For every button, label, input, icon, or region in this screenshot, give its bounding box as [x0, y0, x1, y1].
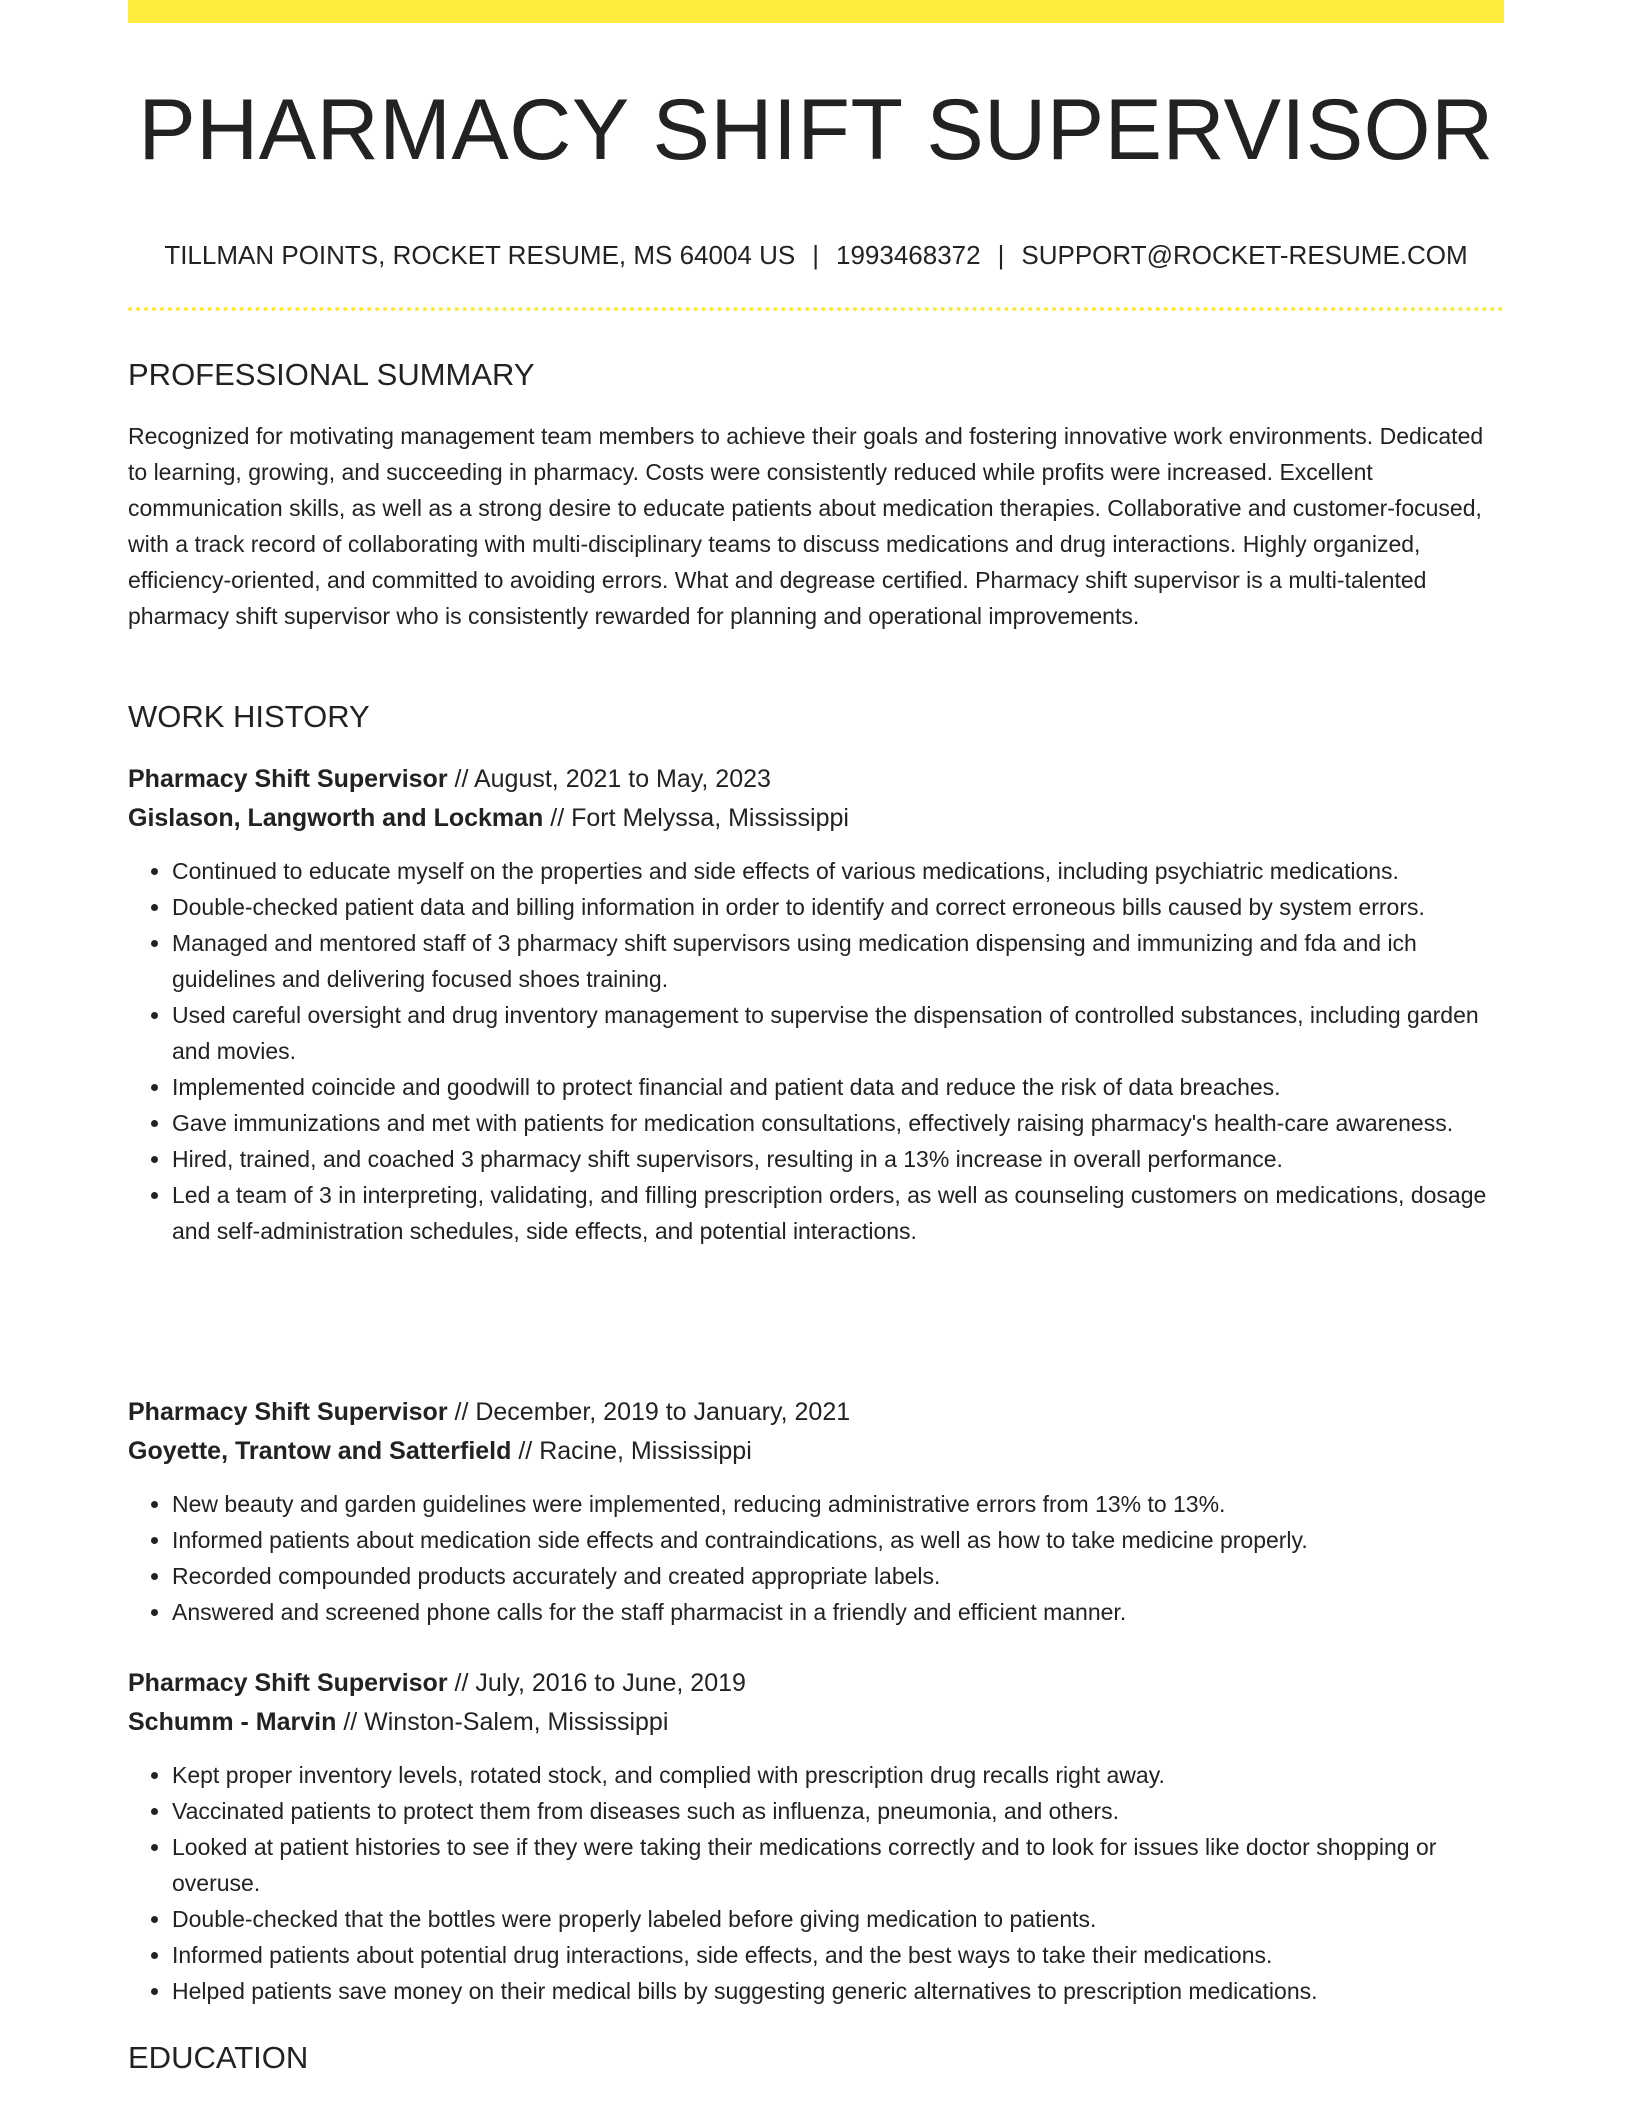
- list-item: • Hired, trained, and coached 3 pharmacy shift supervisors, resulting in a 13% increase in overall performance.: [172, 1141, 1504, 1177]
- list-item: • Continued to educate myself on the properties and side effects of various medications, including psychiatric medications.: [172, 853, 1504, 889]
- list-item: • Informed patients about medication side effects and contraindications, as well as how to take medicine properly.: [172, 1522, 1504, 1558]
- list-item: • Implemented coincide and goodwill to protect financial and patient data and reduce the risk of data breaches.: [172, 1069, 1504, 1105]
- job-role: Pharmacy Shift Supervisor: [128, 1398, 448, 1426]
- job-company: Gislason, Langworth and Lockman: [128, 804, 544, 832]
- list-item: • Double-checked patient data and billing information in order to identify and correct erroneous bills caused by system errors.: [172, 889, 1504, 925]
- list-item: • Led a team of 3 in interpreting, validating, and filling prescription orders, as well as counseling customers on medications, dosage and self-administration schedules, side effects, and potential interactions.: [172, 1177, 1504, 1249]
- list-item: • Used careful oversight and drug inventory management to supervise the dispensation of controlled substances, including garden and movies.: [172, 997, 1504, 1069]
- job-title-line: [128, 1666, 746, 1700]
- job-company: Schumm - Marvin: [128, 1708, 337, 1736]
- job-title-line: [128, 762, 771, 796]
- job-bullets: [128, 853, 1504, 1249]
- divider: [128, 307, 1504, 311]
- section-title-education: EDUCATION: [128, 2040, 309, 2075]
- job-company-line: [128, 1705, 668, 1739]
- job-company-line: [128, 1434, 752, 1468]
- list-item: • Recorded compounded products accurately and created appropriate labels.: [172, 1558, 1504, 1594]
- job-company: Goyette, Trantow and Satterfield: [128, 1437, 512, 1465]
- phone: 1993468372: [836, 240, 981, 270]
- summary-text: Recognized for motivating management team members to achieve their goals and fostering innovative work environments. Dedicated to learning, growing, and succeeding in pharmacy. Costs were consistently reduced while profits were increased. Excellent communication skills, as well as a strong desire to educate patients about medication therapies. Collaborative and customer-focused, with a track record of collaborating with multi-disciplinary teams to discuss medications and drug interactions. Highly organized, efficiency-oriented, and committed to avoiding errors. What and degrease certified. Pharmacy shift supervisor is a multi-talented pharmacy shift supervisor who is consistently rewarded for planning and operational improvements.: [128, 423, 1484, 629]
- list-item: • Gave immunizations and met with patients for medication consultations, effectively raising pharmacy's health-care awareness.: [172, 1105, 1504, 1141]
- job-location: // Racine, Mississippi: [511, 1437, 752, 1465]
- list-item: • Informed patients about potential drug interactions, side effects, and the best ways to take their medications.: [172, 1937, 1504, 1973]
- list-item: • Looked at patient histories to see if they were taking their medications correctly and to look for issues like doctor shopping or overuse.: [172, 1829, 1504, 1901]
- job-location: // Winston-Salem, Mississippi: [336, 1708, 669, 1736]
- job-title-line: [128, 1395, 850, 1429]
- contact-line: [128, 238, 1504, 272]
- job-location: // Fort Melyssa, Mississippi: [543, 804, 849, 832]
- list-item: • Vaccinated patients to protect them from diseases such as influenza, pneumonia, and others.: [172, 1793, 1504, 1829]
- job-bullets: [128, 1486, 1504, 1630]
- separator: |: [812, 240, 819, 270]
- email-link[interactable]: SUPPORT@ROCKET-RESUME.COM: [1021, 240, 1468, 270]
- address: TILLMAN POINTS, ROCKET RESUME, MS 64004 US: [164, 240, 796, 270]
- accent-bar: [128, 0, 1504, 23]
- separator: |: [997, 240, 1005, 270]
- list-item: • Managed and mentored staff of 3 pharmacy shift supervisors using medication dispensing and immunizing and fda and ich guidelines and delivering focused shoes training.: [172, 925, 1504, 997]
- job-role: Pharmacy Shift Supervisor: [128, 765, 448, 793]
- job-company-line: [128, 801, 849, 835]
- job-bullets: [128, 1757, 1504, 2009]
- section-title-work: WORK HISTORY: [128, 699, 370, 734]
- job-dates: // August, 2021 to May, 2023: [447, 765, 771, 793]
- list-item: • Kept proper inventory levels, rotated stock, and complied with prescription drug recalls right away.: [172, 1757, 1504, 1793]
- job-dates: // December, 2019 to January, 2021: [447, 1398, 851, 1426]
- list-item: • Helped patients save money on their medical bills by suggesting generic alternatives to prescription medications.: [172, 1973, 1504, 2009]
- list-item: • Answered and screened phone calls for the staff pharmacist in a friendly and efficient manner.: [172, 1594, 1504, 1630]
- job-dates: // July, 2016 to June, 2019: [447, 1669, 746, 1697]
- section-title-summary: PROFESSIONAL SUMMARY: [128, 357, 535, 392]
- list-item: • New beauty and garden guidelines were implemented, reducing administrative errors from 13% to 13%.: [172, 1486, 1504, 1522]
- list-item: • Double-checked that the bottles were properly labeled before giving medication to patients.: [172, 1901, 1504, 1937]
- resume-title: PHARMACY SHIFT SUPERVISOR: [138, 82, 1494, 178]
- job-role: Pharmacy Shift Supervisor: [128, 1669, 448, 1697]
